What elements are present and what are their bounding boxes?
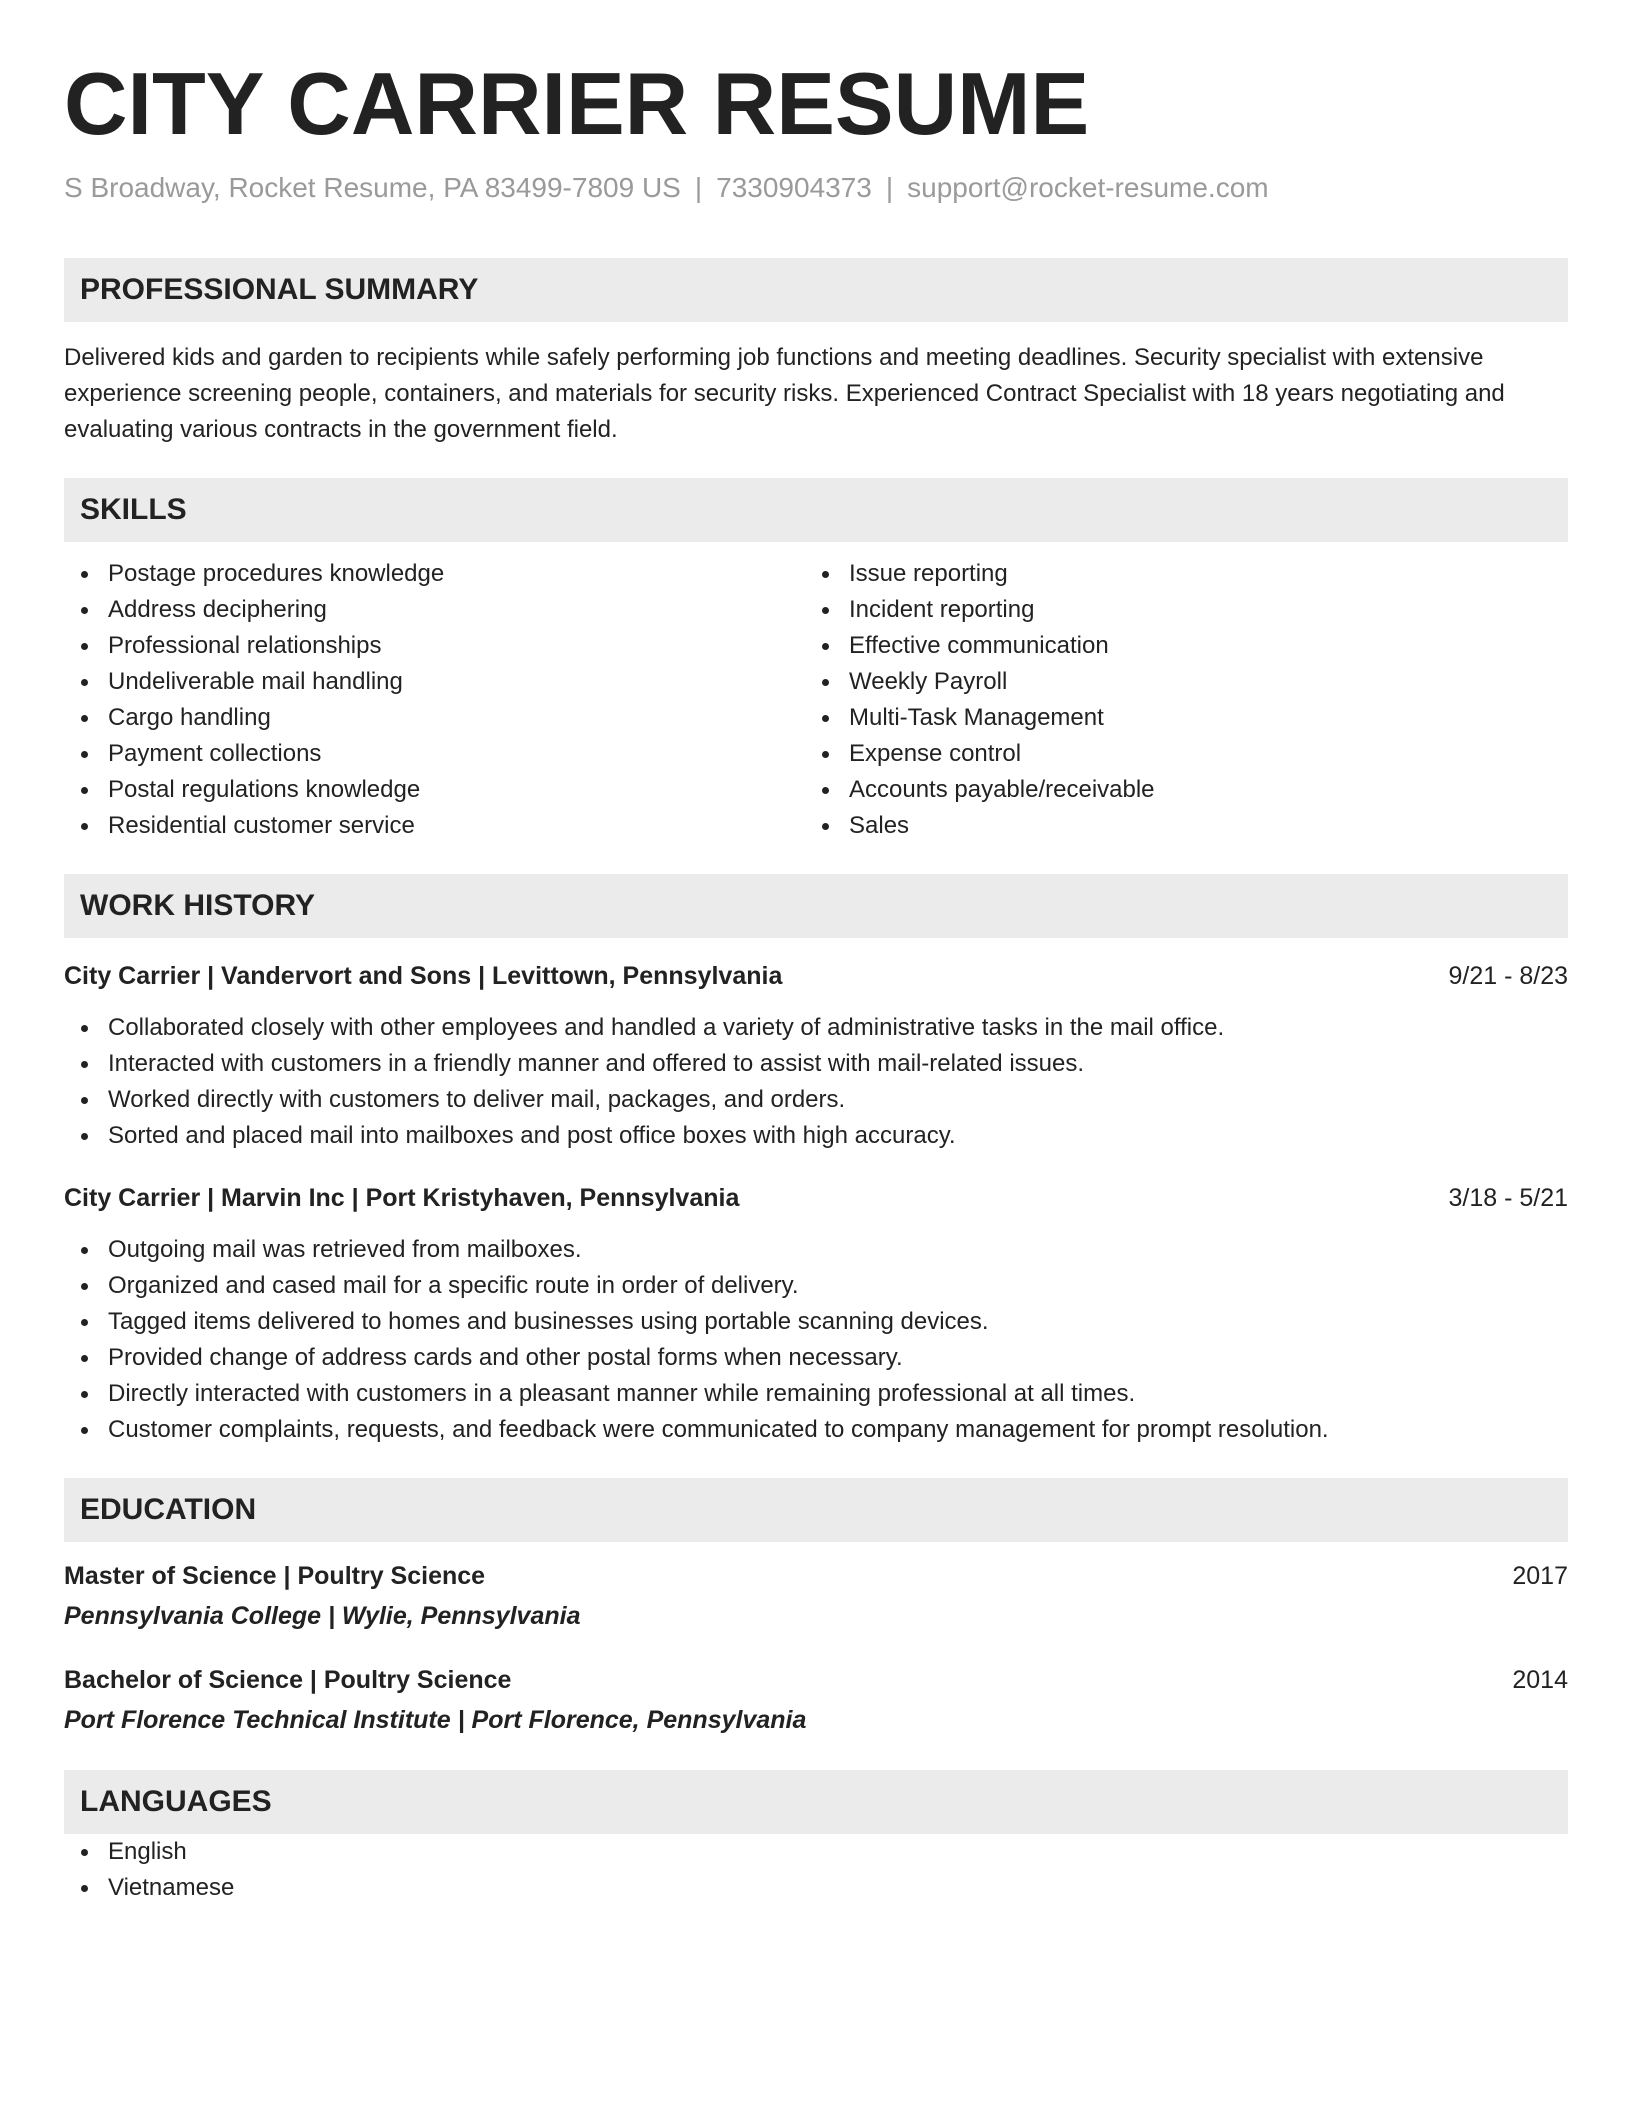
section-header-skills: SKILLS	[64, 478, 1568, 542]
section-header-education: EDUCATION	[64, 1478, 1568, 1542]
contact-separator: |	[885, 172, 894, 203]
skill-label: Residential customer service	[108, 812, 415, 839]
skill-label: Issue reporting	[849, 560, 1008, 587]
contact-line	[64, 170, 1568, 206]
bullet-icon	[81, 1247, 88, 1254]
list-item	[805, 592, 1546, 628]
job-bullet-text: Directly interacted with customers in a pleasant manner while remaining professional at all times.	[108, 1380, 1136, 1407]
school-name: Pennsylvania College | Wylie, Pennsylvania	[64, 1602, 581, 1630]
bullet-icon	[81, 571, 88, 578]
degree-title: Master of Science | Poultry Science	[64, 1562, 486, 1590]
list-item	[805, 628, 1546, 664]
list-item	[64, 664, 805, 700]
contact-address: S Broadway, Rocket Resume, PA 83499-7809 US	[64, 172, 681, 203]
job-dates: 9/21 - 8/23	[1448, 962, 1568, 990]
list-item	[64, 628, 805, 664]
list-item	[805, 772, 1546, 808]
skills-column-right	[805, 556, 1546, 844]
skills-column-left	[64, 556, 805, 844]
education-entry	[64, 1662, 1568, 1738]
list-item	[64, 1376, 1568, 1412]
list-item	[805, 700, 1546, 736]
bullet-icon	[822, 607, 829, 614]
skill-label: Weekly Payroll	[849, 668, 1008, 695]
bullet-icon	[81, 1283, 88, 1290]
job-bullet-text: Organized and cased mail for a specific route in order of delivery.	[108, 1272, 799, 1299]
bullet-icon	[822, 715, 829, 722]
bullet-icon	[81, 787, 88, 794]
languages-list	[64, 1834, 1568, 1906]
bullet-icon	[81, 1133, 88, 1140]
job-entry	[64, 1180, 1568, 1448]
job-dates: 3/18 - 5/21	[1448, 1184, 1568, 1212]
bullet-icon	[822, 751, 829, 758]
job-bullet-text: Customer complaints, requests, and feedback were communicated to company management for prompt resolution.	[108, 1416, 1329, 1443]
skill-label: Effective communication	[849, 632, 1109, 659]
skill-label: Expense control	[849, 740, 1022, 767]
education-header	[64, 1662, 1568, 1698]
language-label: English	[108, 1838, 187, 1865]
bullet-icon	[81, 1427, 88, 1434]
list-item	[805, 736, 1546, 772]
bullet-icon	[81, 1355, 88, 1362]
list-item	[805, 664, 1546, 700]
job-bullets	[64, 1232, 1568, 1448]
section-header-summary: PROFESSIONAL SUMMARY	[64, 258, 1568, 322]
skill-label: Cargo handling	[108, 704, 271, 731]
bullet-icon	[822, 823, 829, 830]
skill-label: Payment collections	[108, 740, 322, 767]
job-bullet-text: Interacted with customers in a friendly manner and offered to assist with mail-related issues.	[108, 1050, 1085, 1077]
bullet-icon	[81, 643, 88, 650]
list-item	[64, 1834, 1568, 1870]
degree-title: Bachelor of Science | Poultry Science	[64, 1666, 512, 1694]
bullet-icon	[81, 1391, 88, 1398]
list-item	[64, 1870, 1568, 1906]
section-header-languages: LANGUAGES	[64, 1770, 1568, 1834]
list-item	[64, 1232, 1568, 1268]
skill-label: Undeliverable mail handling	[108, 668, 403, 695]
job-bullet-text: Provided change of address cards and other postal forms when necessary.	[108, 1344, 903, 1371]
bullet-icon	[81, 1097, 88, 1104]
bullet-icon	[81, 1849, 88, 1856]
bullet-icon	[81, 1025, 88, 1032]
bullet-icon	[81, 607, 88, 614]
skills-columns	[64, 556, 1568, 844]
skill-label: Incident reporting	[849, 596, 1035, 623]
degree-year: 2017	[1512, 1562, 1568, 1590]
skill-label: Sales	[849, 812, 910, 839]
resume-title: CITY CARRIER RESUME	[64, 54, 1090, 153]
job-bullet-text: Sorted and placed mail into mailboxes and post office boxes with high accuracy.	[108, 1122, 956, 1149]
list-item	[64, 1340, 1568, 1376]
list-item	[64, 1082, 1568, 1118]
skill-label: Accounts payable/receivable	[849, 776, 1155, 803]
skill-label: Address deciphering	[108, 596, 327, 623]
summary-text: Delivered kids and garden to recipients while safely performing job functions and meeting deadlines. Security specialist with extensive experience screening people, containers, and materials for security risks. Experienced Contract Specialist with 18 years negotiating and evaluating various contracts in the government field.	[64, 344, 1505, 443]
job-bullet-text: Outgoing mail was retrieved from mailboxes.	[108, 1236, 582, 1263]
bullet-icon	[81, 823, 88, 830]
list-item	[64, 808, 805, 844]
bullet-icon	[81, 1319, 88, 1326]
bullet-icon	[81, 1885, 88, 1892]
skills-list-right	[805, 556, 1546, 844]
job-bullet-text: Collaborated closely with other employees and handled a variety of administrative tasks in the mail office.	[108, 1014, 1225, 1041]
skill-label: Postal regulations knowledge	[108, 776, 421, 803]
bullet-icon	[81, 679, 88, 686]
education-header	[64, 1558, 1568, 1594]
job-title: City Carrier | Vandervort and Sons | Levittown, Pennsylvania	[64, 962, 783, 990]
job-entry	[64, 958, 1568, 1154]
degree-year: 2014	[1512, 1666, 1568, 1694]
section-header-work-history: WORK HISTORY	[64, 874, 1568, 938]
education-entry	[64, 1558, 1568, 1634]
skill-label: Professional relationships	[108, 632, 382, 659]
bullet-icon	[81, 715, 88, 722]
list-item	[64, 1010, 1568, 1046]
list-item	[64, 1046, 1568, 1082]
list-item	[64, 1118, 1568, 1154]
bullet-icon	[822, 643, 829, 650]
list-item	[64, 772, 805, 808]
list-item	[64, 1304, 1568, 1340]
list-item	[64, 700, 805, 736]
job-bullet-text: Tagged items delivered to homes and businesses using portable scanning devices.	[108, 1308, 989, 1335]
contact-phone: 7330904373	[716, 172, 872, 203]
language-label: Vietnamese	[108, 1874, 235, 1901]
list-item	[64, 1412, 1568, 1448]
job-bullet-text: Worked directly with customers to deliver mail, packages, and orders.	[108, 1086, 846, 1113]
job-header	[64, 1180, 1568, 1216]
list-item	[64, 556, 805, 592]
list-item	[805, 808, 1546, 844]
skill-label: Multi-Task Management	[849, 704, 1104, 731]
school-name: Port Florence Technical Institute | Port Florence, Pennsylvania	[64, 1706, 807, 1734]
list-item	[64, 1268, 1568, 1304]
bullet-icon	[822, 571, 829, 578]
list-item	[64, 592, 805, 628]
list-item	[64, 736, 805, 772]
list-item	[805, 556, 1546, 592]
job-header	[64, 958, 1568, 994]
skill-label: Postage procedures knowledge	[108, 560, 445, 587]
skills-list-left	[64, 556, 805, 844]
contact-email: support@rocket-resume.com	[907, 172, 1269, 203]
contact-separator: |	[694, 172, 703, 203]
job-title: City Carrier | Marvin Inc | Port Kristyhaven, Pennsylvania	[64, 1184, 740, 1212]
bullet-icon	[822, 679, 829, 686]
job-bullets	[64, 1010, 1568, 1154]
bullet-icon	[822, 787, 829, 794]
bullet-icon	[81, 1061, 88, 1068]
bullet-icon	[81, 751, 88, 758]
